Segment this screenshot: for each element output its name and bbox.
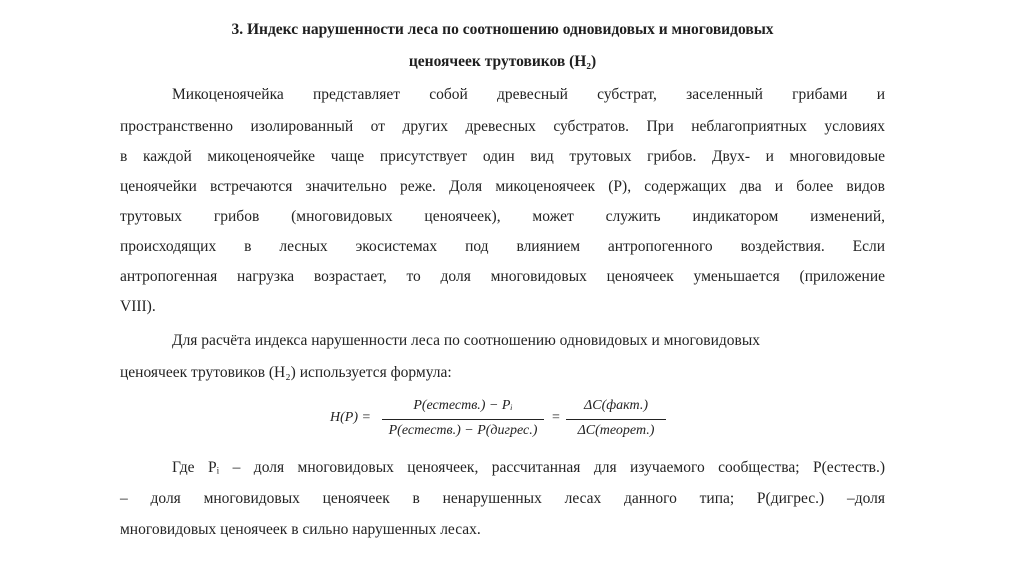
section-title-continued: ценоячеек трутовиков (H₂) (408, 53, 597, 70)
section-title: 3. Индекс нарушенности леса по соотношению одновидовых и многовидовых (231, 21, 774, 38)
formula (330, 396, 670, 446)
fraction-bar (566, 419, 666, 420)
paragraph-line: многовидовых ценоячеек в сильно нарушенных лесах. (120, 521, 481, 538)
paragraph-line: ценоячеек трутовиков (H₂) используется формула: (120, 364, 452, 381)
formula-lhs: H(P) = (330, 410, 371, 425)
formula-denominator-1: P(естеств.) − P(дигрес.) (388, 423, 538, 438)
formula-denominator-2: ΔC(теорет.) (577, 423, 655, 438)
paragraph-line: антропогенная нагрузка возрастает, то доля многовидовых ценоячеек уменьшается (приложение (120, 268, 885, 285)
formula-numerator-2: ΔC(факт.) (584, 398, 648, 413)
paragraph-line: VIII). (120, 298, 156, 315)
paragraph-line: Для расчёта индекса нарушенности леса по соотношению одновидовых и многовидовых (172, 332, 760, 349)
paragraph-line: пространственно изолированный от других древесных субстратов. При неблагоприятных условиях (120, 118, 885, 135)
formula-equals: = (552, 410, 560, 425)
formula-numerator-1: P(естеств.) − Pᵢ (413, 398, 513, 413)
paragraph-line: Где Pᵢ – доля многовидовых ценоячеек, рассчитанная для изучаемого сообщества; P(естеств.) (172, 459, 885, 476)
paragraph-line: – доля многовидовых ценоячеек в ненарушенных лесах данного типа; P(дигрес.) –доля (120, 490, 885, 507)
paragraph-line: трутовых грибов (многовидовых ценоячеек), может служить индикатором изменений, (120, 208, 885, 225)
paragraph-line: Микоценоячейка представляет собой древесный субстрат, заселенный грибами и (172, 86, 885, 103)
paragraph-line: происходящих в лесных экосистемах под влиянием антропогенного воздействия. Если (120, 238, 885, 255)
paragraph-line: в каждой микоценоячейке чаще присутствует один вид трутовых грибов. Двух- и многовидовые (120, 148, 885, 165)
fraction-bar (382, 419, 544, 420)
paragraph-line: ценоячейки встречаются значительно реже. Доля микоценоячеек (P), содержащих два и более видов (120, 178, 885, 195)
